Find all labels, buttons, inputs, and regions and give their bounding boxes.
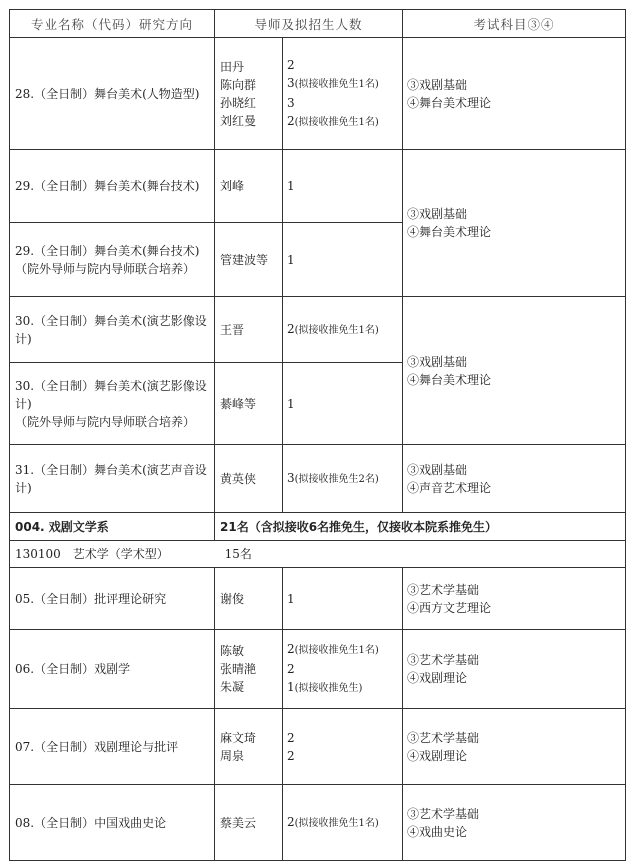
quota-cell: 2(拟接收推免生1名) 2 1(拟接收推免生) [283, 630, 403, 709]
quota-cell: 2(拟接收推免生1名) [283, 785, 403, 861]
advisor-cell: 麻文琦 周泉 [215, 709, 283, 785]
major-cell: 06.（全日制）戏剧学 [10, 630, 215, 709]
table-row [10, 445, 626, 513]
table-row [10, 709, 626, 785]
table-row [10, 785, 626, 861]
quota-cell: 2 3(拟接收推免生1名) 3 2(拟接收推免生1名) [283, 38, 403, 150]
quota-cell: 2(拟接收推免生1名) [283, 297, 403, 363]
subjects-cell: ③戏剧基础 ④声音艺术理论 [403, 445, 626, 513]
quota-cell: 1 [283, 363, 403, 445]
table-row [10, 38, 626, 150]
table-row [10, 297, 626, 363]
subjects-cell: ③艺术学基础 ④戏剧理论 [403, 709, 626, 785]
quota-cell: 1 [283, 223, 403, 297]
advisor-cell: 田丹 陈向群 孙晓红 刘红曼 [215, 38, 283, 150]
major-cell: 29.（全日制）舞台美术(舞台技术) [10, 150, 215, 223]
subjects-cell: ③艺术学基础 ④西方文艺理论 [403, 568, 626, 630]
advisor-cell: 陈敏 张晴滟 朱凝 [215, 630, 283, 709]
header-major: 专业名称（代码）研究方向 [10, 10, 215, 38]
discipline-cell [10, 541, 626, 568]
advisor-cell: 刘峰 [215, 150, 283, 223]
advisor-cell: 谢俊 [215, 568, 283, 630]
major-cell: 07.（全日制）戏剧理论与批评 [10, 709, 215, 785]
advisor-cell: 黄英侠 [215, 445, 283, 513]
subjects-cell: ③戏剧基础 ④舞台美术理论 [403, 297, 626, 445]
department-quota: 21名（含拟接收6名推免生，仅接收本院系推免生） [215, 513, 626, 541]
header-row [10, 10, 626, 38]
major-cell: 05.（全日制）批评理论研究 [10, 568, 215, 630]
quota-cell: 1 [283, 568, 403, 630]
department-name: 004. 戏剧文学系 [10, 513, 215, 541]
subjects-cell: ③戏剧基础 ④舞台美术理论 [403, 38, 626, 150]
enrollment-table [9, 9, 626, 861]
quota-cell: 1 [283, 150, 403, 223]
table-row [10, 568, 626, 630]
table-row [10, 630, 626, 709]
quota-cell: 2 2 [283, 709, 403, 785]
advisor-cell: 綦峰等 [215, 363, 283, 445]
quota-cell: 3(拟接收推免生2名) [283, 445, 403, 513]
discipline-row [10, 541, 626, 568]
subjects-cell: ③艺术学基础 ④戏剧理论 [403, 630, 626, 709]
major-cell: 29.（全日制）舞台美术(舞台技术) （院外导师与院内导师联合培养） [10, 223, 215, 297]
major-cell: 08.（全日制）中国戏曲史论 [10, 785, 215, 861]
major-cell: 30.（全日制）舞台美术(演艺影像设计) （院外导师与院内导师联合培养） [10, 363, 215, 445]
major-cell: 30.（全日制）舞台美术(演艺影像设计) [10, 297, 215, 363]
advisor-cell: 王晋 [215, 297, 283, 363]
header-advisors: 导师及拟招生人数 [215, 10, 403, 38]
department-row [10, 513, 626, 541]
major-cell: 31.（全日制）舞台美术(演艺声音设计) [10, 445, 215, 513]
subjects-cell: ③戏剧基础 ④舞台美术理论 [403, 150, 626, 297]
table-row [10, 150, 626, 223]
advisor-cell: 蔡美云 [215, 785, 283, 861]
discipline-name: 130100 艺术学（学术型） [15, 547, 169, 561]
advisor-cell: 管建波等 [215, 223, 283, 297]
header-subjects: 考试科目③④ [403, 10, 626, 38]
discipline-quota: 15名 [224, 547, 252, 561]
subjects-cell: ③艺术学基础 ④戏曲史论 [403, 785, 626, 861]
major-cell: 28.（全日制）舞台美术(人物造型) [10, 38, 215, 150]
